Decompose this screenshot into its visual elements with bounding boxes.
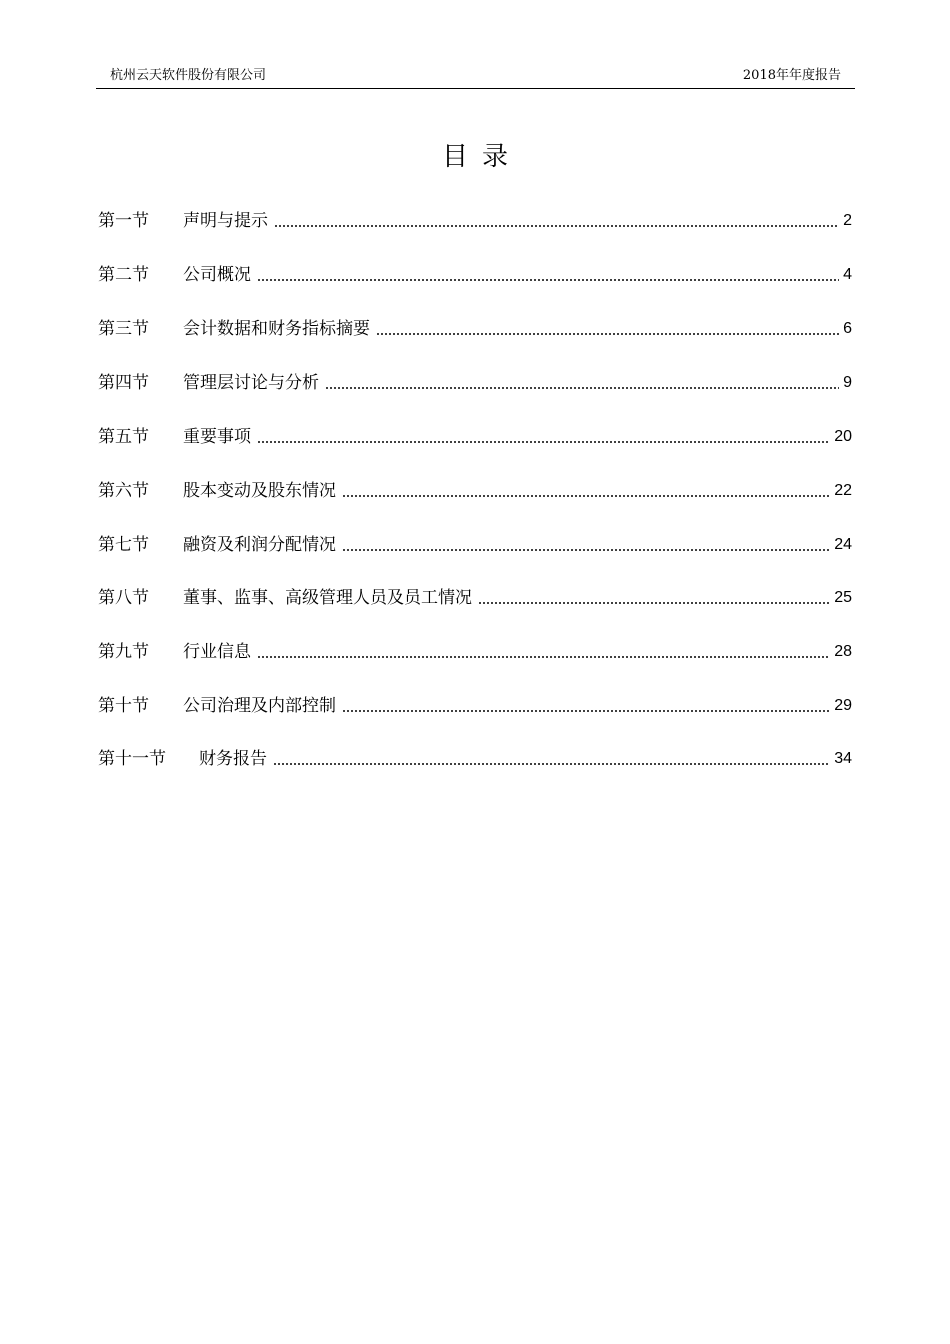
toc-dot-leader — [257, 656, 830, 658]
toc-section-number: 第一节 — [98, 211, 149, 231]
toc-section-number: 第十节 — [98, 696, 149, 716]
toc-section-number: 第四节 — [98, 373, 149, 393]
toc-page-number: 9 — [843, 374, 852, 391]
toc-dot-leader — [342, 710, 830, 712]
toc-section-number: 第八节 — [98, 588, 149, 608]
toc-entry[interactable] — [98, 531, 852, 559]
toc-section-title: 声明与提示 — [183, 211, 268, 231]
toc-page-number: 25 — [834, 589, 852, 606]
toc-entry[interactable] — [98, 692, 852, 720]
toc-section-number: 第六节 — [98, 481, 149, 501]
toc-entry[interactable] — [98, 423, 852, 451]
toc-entry[interactable] — [98, 369, 852, 397]
toc-dot-leader — [342, 549, 830, 551]
toc-entry[interactable] — [98, 261, 852, 289]
toc-page-number: 24 — [834, 536, 852, 553]
toc-dot-leader — [274, 225, 839, 227]
toc-section-title: 行业信息 — [183, 642, 251, 662]
toc-dot-leader — [257, 279, 839, 281]
header-report-name: 2018年年度报告 — [742, 68, 841, 83]
toc-page-number: 34 — [834, 750, 852, 767]
toc-entry[interactable] — [98, 477, 852, 505]
toc-dot-leader — [342, 495, 830, 497]
toc-dot-leader — [325, 387, 839, 389]
toc-page-number: 6 — [843, 320, 852, 337]
toc-section-number: 第五节 — [98, 427, 149, 447]
toc-dot-leader — [257, 441, 830, 443]
toc-entry[interactable] — [98, 207, 852, 235]
toc-section-title: 管理层讨论与分析 — [183, 373, 319, 393]
toc-section-title: 公司治理及内部控制 — [183, 696, 336, 716]
toc-section-number: 第二节 — [98, 265, 149, 285]
toc-section-title: 融资及利润分配情况 — [183, 535, 336, 555]
toc-section-number: 第九节 — [98, 642, 149, 662]
toc-page-number: 4 — [843, 266, 852, 283]
toc-section-number: 第七节 — [98, 535, 149, 555]
toc-page-number: 20 — [834, 428, 852, 445]
toc-dot-leader — [273, 763, 830, 765]
toc-section-title: 公司概况 — [183, 265, 251, 285]
toc-page-number: 22 — [834, 482, 852, 499]
toc-page-number: 2 — [843, 212, 852, 229]
toc-dot-leader — [376, 333, 839, 335]
toc-title: 目录 — [441, 142, 522, 172]
toc-entry[interactable] — [98, 315, 852, 343]
toc-entry[interactable] — [98, 638, 852, 666]
toc-section-title: 股本变动及股东情况 — [183, 481, 336, 501]
toc-dot-leader — [478, 602, 830, 604]
toc-page-number: 29 — [834, 697, 852, 714]
page-header — [96, 66, 855, 89]
toc-section-number: 第十一节 — [98, 749, 166, 769]
header-company-name: 杭州云天软件股份有限公司 — [110, 68, 267, 83]
toc-section-title: 董事、监事、高级管理人员及员工情况 — [183, 588, 472, 608]
toc-section-number: 第三节 — [98, 319, 149, 339]
toc-page-number: 28 — [834, 643, 852, 660]
toc-section-title: 重要事项 — [183, 427, 251, 447]
toc-section-title: 财务报告 — [199, 749, 267, 769]
toc-entry[interactable] — [98, 584, 852, 612]
toc-section-title: 会计数据和财务指标摘要 — [183, 319, 370, 339]
toc-entry[interactable] — [98, 745, 852, 773]
